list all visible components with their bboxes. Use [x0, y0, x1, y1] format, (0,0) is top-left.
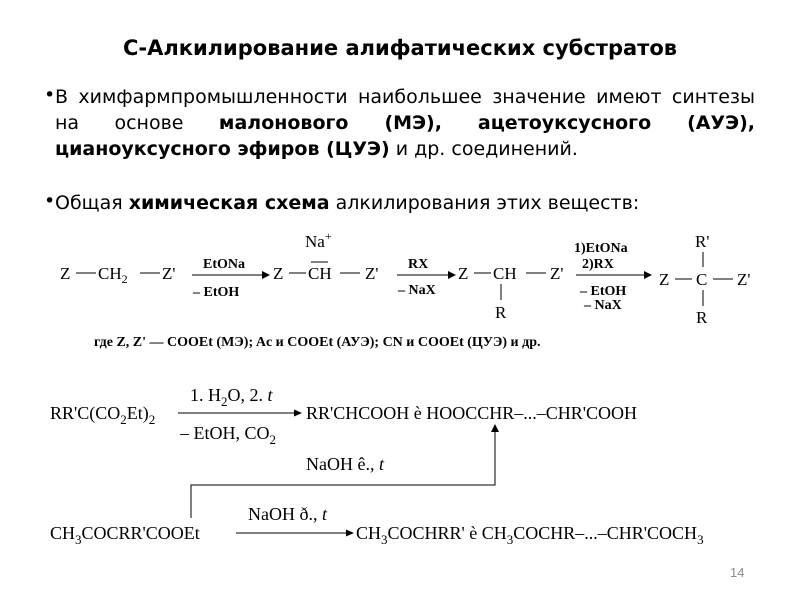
- scheme-c-4: C: [696, 270, 708, 289]
- arrow-1-reagent: EtONa: [203, 257, 245, 272]
- arrow-2-byproduct: – NaX: [398, 283, 436, 298]
- arrow-3-byproduct-1: – EtOH: [580, 284, 627, 299]
- scheme-z-2: Z: [273, 264, 284, 283]
- scheme-rp-4: R': [695, 232, 710, 251]
- scheme-ch-1: $CH_2$: [98, 264, 128, 286]
- bullet-marker: •: [44, 190, 56, 212]
- bullet-1-text-start: В химфармпромышленности наибольшее значение имеют синтезы на основе: [55, 86, 755, 134]
- slide-number: 14: [730, 565, 745, 580]
- scheme-r-4: R: [696, 308, 708, 327]
- bullet-1-bold-esters: малонового (МЭ), ацетоуксусного (АУЭ), цианоуксусного эфиров (ЦУЭ): [55, 112, 755, 160]
- scheme-footnote: где Z, Z' — COOEt (МЭ); Ac и COOEt (АУЭ); CN и COOEt (ЦУЭ) и др.: [94, 335, 541, 350]
- arrow-2-reagent: RX: [408, 257, 429, 272]
- reaction-1-reactant: $RR'C(CO_2Et)_2$: [50, 403, 156, 427]
- reaction-1-conditions-top: 1. $H_2O$, 2. t: [190, 385, 273, 409]
- bullet-2-text-end: алкилирования этих веществ:: [329, 192, 640, 214]
- reaction-2-conditions: NaOH ð., t: [248, 504, 328, 524]
- reaction-1-product: RR'CHCOOH è HOOCCHR–...–CHR'COOH: [306, 403, 638, 423]
- scheme-z-3: Z: [458, 264, 469, 283]
- arrow-3-byproduct-2: – NaX: [584, 298, 622, 313]
- slide-title: С-Алкилирование алифатических субстратов: [122, 36, 678, 60]
- bullet-2-bold-scheme: химическая схема: [128, 192, 330, 214]
- scheme-ch-2: CH: [308, 264, 332, 283]
- scheme-z-4: Z: [659, 270, 670, 289]
- arrow-3-reagent-1: 1)EtONa: [574, 241, 628, 256]
- scheme-zp-2: Z': [365, 264, 379, 283]
- scheme-zp-4: Z': [737, 270, 751, 289]
- bullet-1-text-end: и др. соединений.: [389, 138, 578, 160]
- scheme-zp-1: Z': [162, 264, 176, 283]
- scheme-zp-3: Z': [550, 264, 564, 283]
- reaction-2-product: $CH_3COCHRR'$ è $CH_3COCHR-...-CHR'COCH_3$: [356, 523, 704, 547]
- scheme-na-cation: Na+: [305, 229, 332, 251]
- bullet-marker: •: [44, 84, 56, 106]
- connector-label: NaOH ê., t: [306, 454, 384, 474]
- scheme-ch-3: CH: [493, 264, 517, 283]
- connector-arrow: [191, 432, 495, 518]
- arrow-1-byproduct: – EtOH: [193, 285, 240, 300]
- reaction-2-reactant: $CH_3COCRR'COOEt$: [50, 523, 200, 547]
- reaction-1-conditions-bottom: – EtOH, $CO_2$: [180, 423, 276, 447]
- scheme-r-3: R: [495, 303, 507, 322]
- arrow-3-reagent-2: 2)RX: [582, 257, 614, 272]
- bullet-2-text-start: Общая: [55, 192, 129, 214]
- scheme-z-1: Z: [60, 264, 71, 283]
